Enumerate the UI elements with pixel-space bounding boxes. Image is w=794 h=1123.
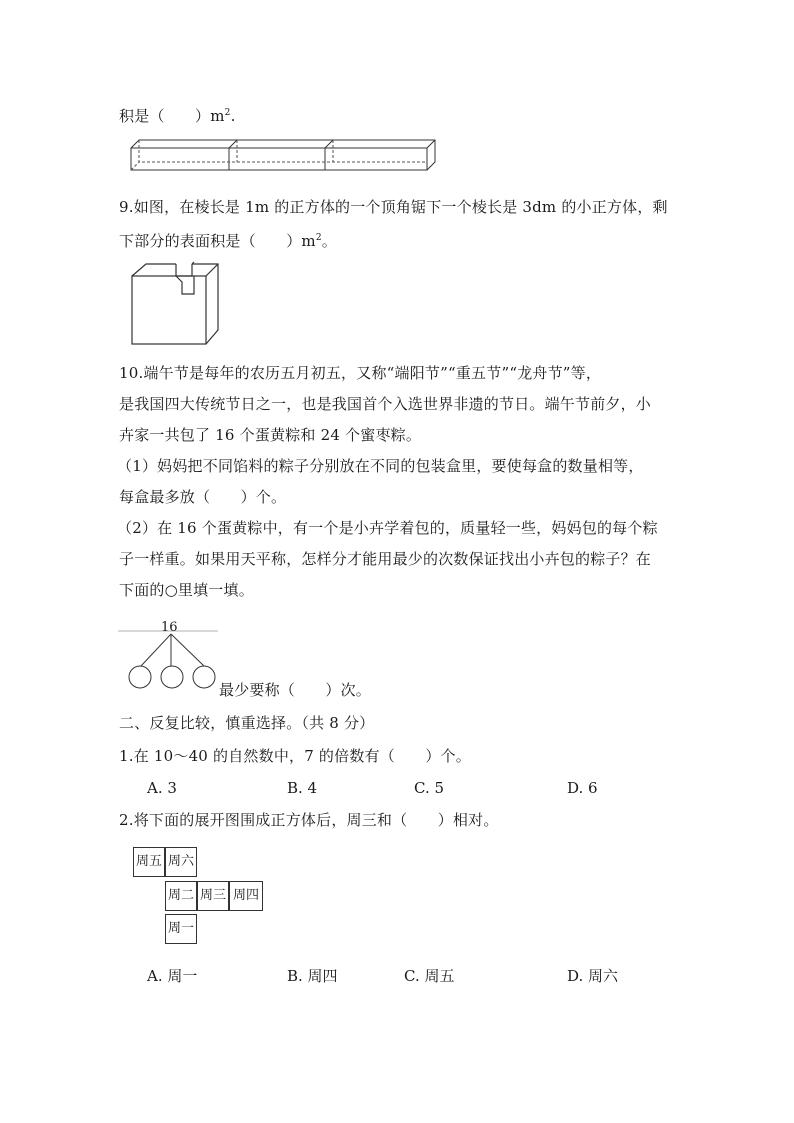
cuboids-figure: [129, 138, 439, 172]
cut-cube-figure: [130, 262, 222, 346]
q10-sub2-line-1: （2）在 16 个蛋黄粽中，有一个是小卉学着包的，质量轻一些，妈妈包的每个粽: [117, 519, 658, 537]
q10-line-2: 是我国四大传统节日之一，也是我国首个入选世界非遗的节日。端午节前夕，小: [119, 395, 652, 413]
blank-circle-2[interactable]: [161, 666, 183, 688]
s2-q2-option-b[interactable]: B. 周四: [287, 967, 338, 985]
blank-circle-3[interactable]: [193, 666, 215, 688]
net-cell-c6: 周一: [165, 914, 197, 944]
s2-q1-option-d[interactable]: D. 6: [567, 779, 598, 797]
blank-circle-1[interactable]: [129, 666, 151, 688]
q10-sub2-line-2: 子一样重。如果用天平称，怎样分才能用最少的次数保证找出小卉包的粽子？在: [119, 550, 652, 568]
q10-line-3: 卉家一共包了 16 个蛋黄粽和 24 个蜜枣粽。: [119, 426, 422, 444]
tree-root-label: 16: [161, 620, 178, 635]
net-cell-c4: 周三: [197, 881, 229, 911]
q10-least-times: 最少要称（ ）次。: [219, 681, 372, 699]
q8-tail-text: 积是（ ）$m^2$.: [119, 107, 236, 125]
q10-line-1: 10.端午节是每年的农历五月初五，又称“端阳节”“重五节”“龙舟节”等，: [119, 364, 602, 382]
net-cell-c3: 周二: [165, 881, 197, 911]
s2-q2-option-c[interactable]: C. 周五: [404, 967, 455, 985]
s2-q2-option-d[interactable]: D. 周六: [567, 967, 619, 985]
s2-q2-option-a[interactable]: A. 周一: [147, 967, 198, 985]
net-cell-c2: 周六: [165, 847, 197, 877]
s2-q1-option-c[interactable]: C. 5: [414, 779, 445, 797]
q9-line-2: 下部分的表面积是（ ）$m^2$。: [119, 232, 337, 250]
q10-sub1-line-2: 每盒最多放（ ）个。: [119, 488, 287, 506]
net-cell-c5: 周四: [229, 881, 263, 911]
q9-line-1: 9.如图，在棱长是 1m 的正方体的一个顶角锯下一个棱长是 3dm 的小正方体，剩: [119, 198, 668, 216]
s2-q2-question: 2.将下面的展开图围成正方体后，周三和（ ）相对。: [119, 811, 499, 829]
s2-q1-option-a[interactable]: A. 3: [147, 779, 177, 797]
section-2-heading: 二、反复比较，慎重选择。（共 8 分）: [119, 714, 375, 732]
s2-q1-question: 1.在 10～40 的自然数中，7 的倍数有（ ）个。: [119, 747, 471, 765]
q10-sub2-line-3: 下面的○里填一填。: [119, 581, 254, 599]
net-cell-c1: 周五: [133, 847, 165, 877]
s2-q1-option-b[interactable]: B. 4: [287, 779, 318, 797]
q10-sub1-line-1: （1）妈妈把不同馅料的粽子分别放在不同的包装盒里，要使每盒的数量相等，: [117, 457, 644, 475]
